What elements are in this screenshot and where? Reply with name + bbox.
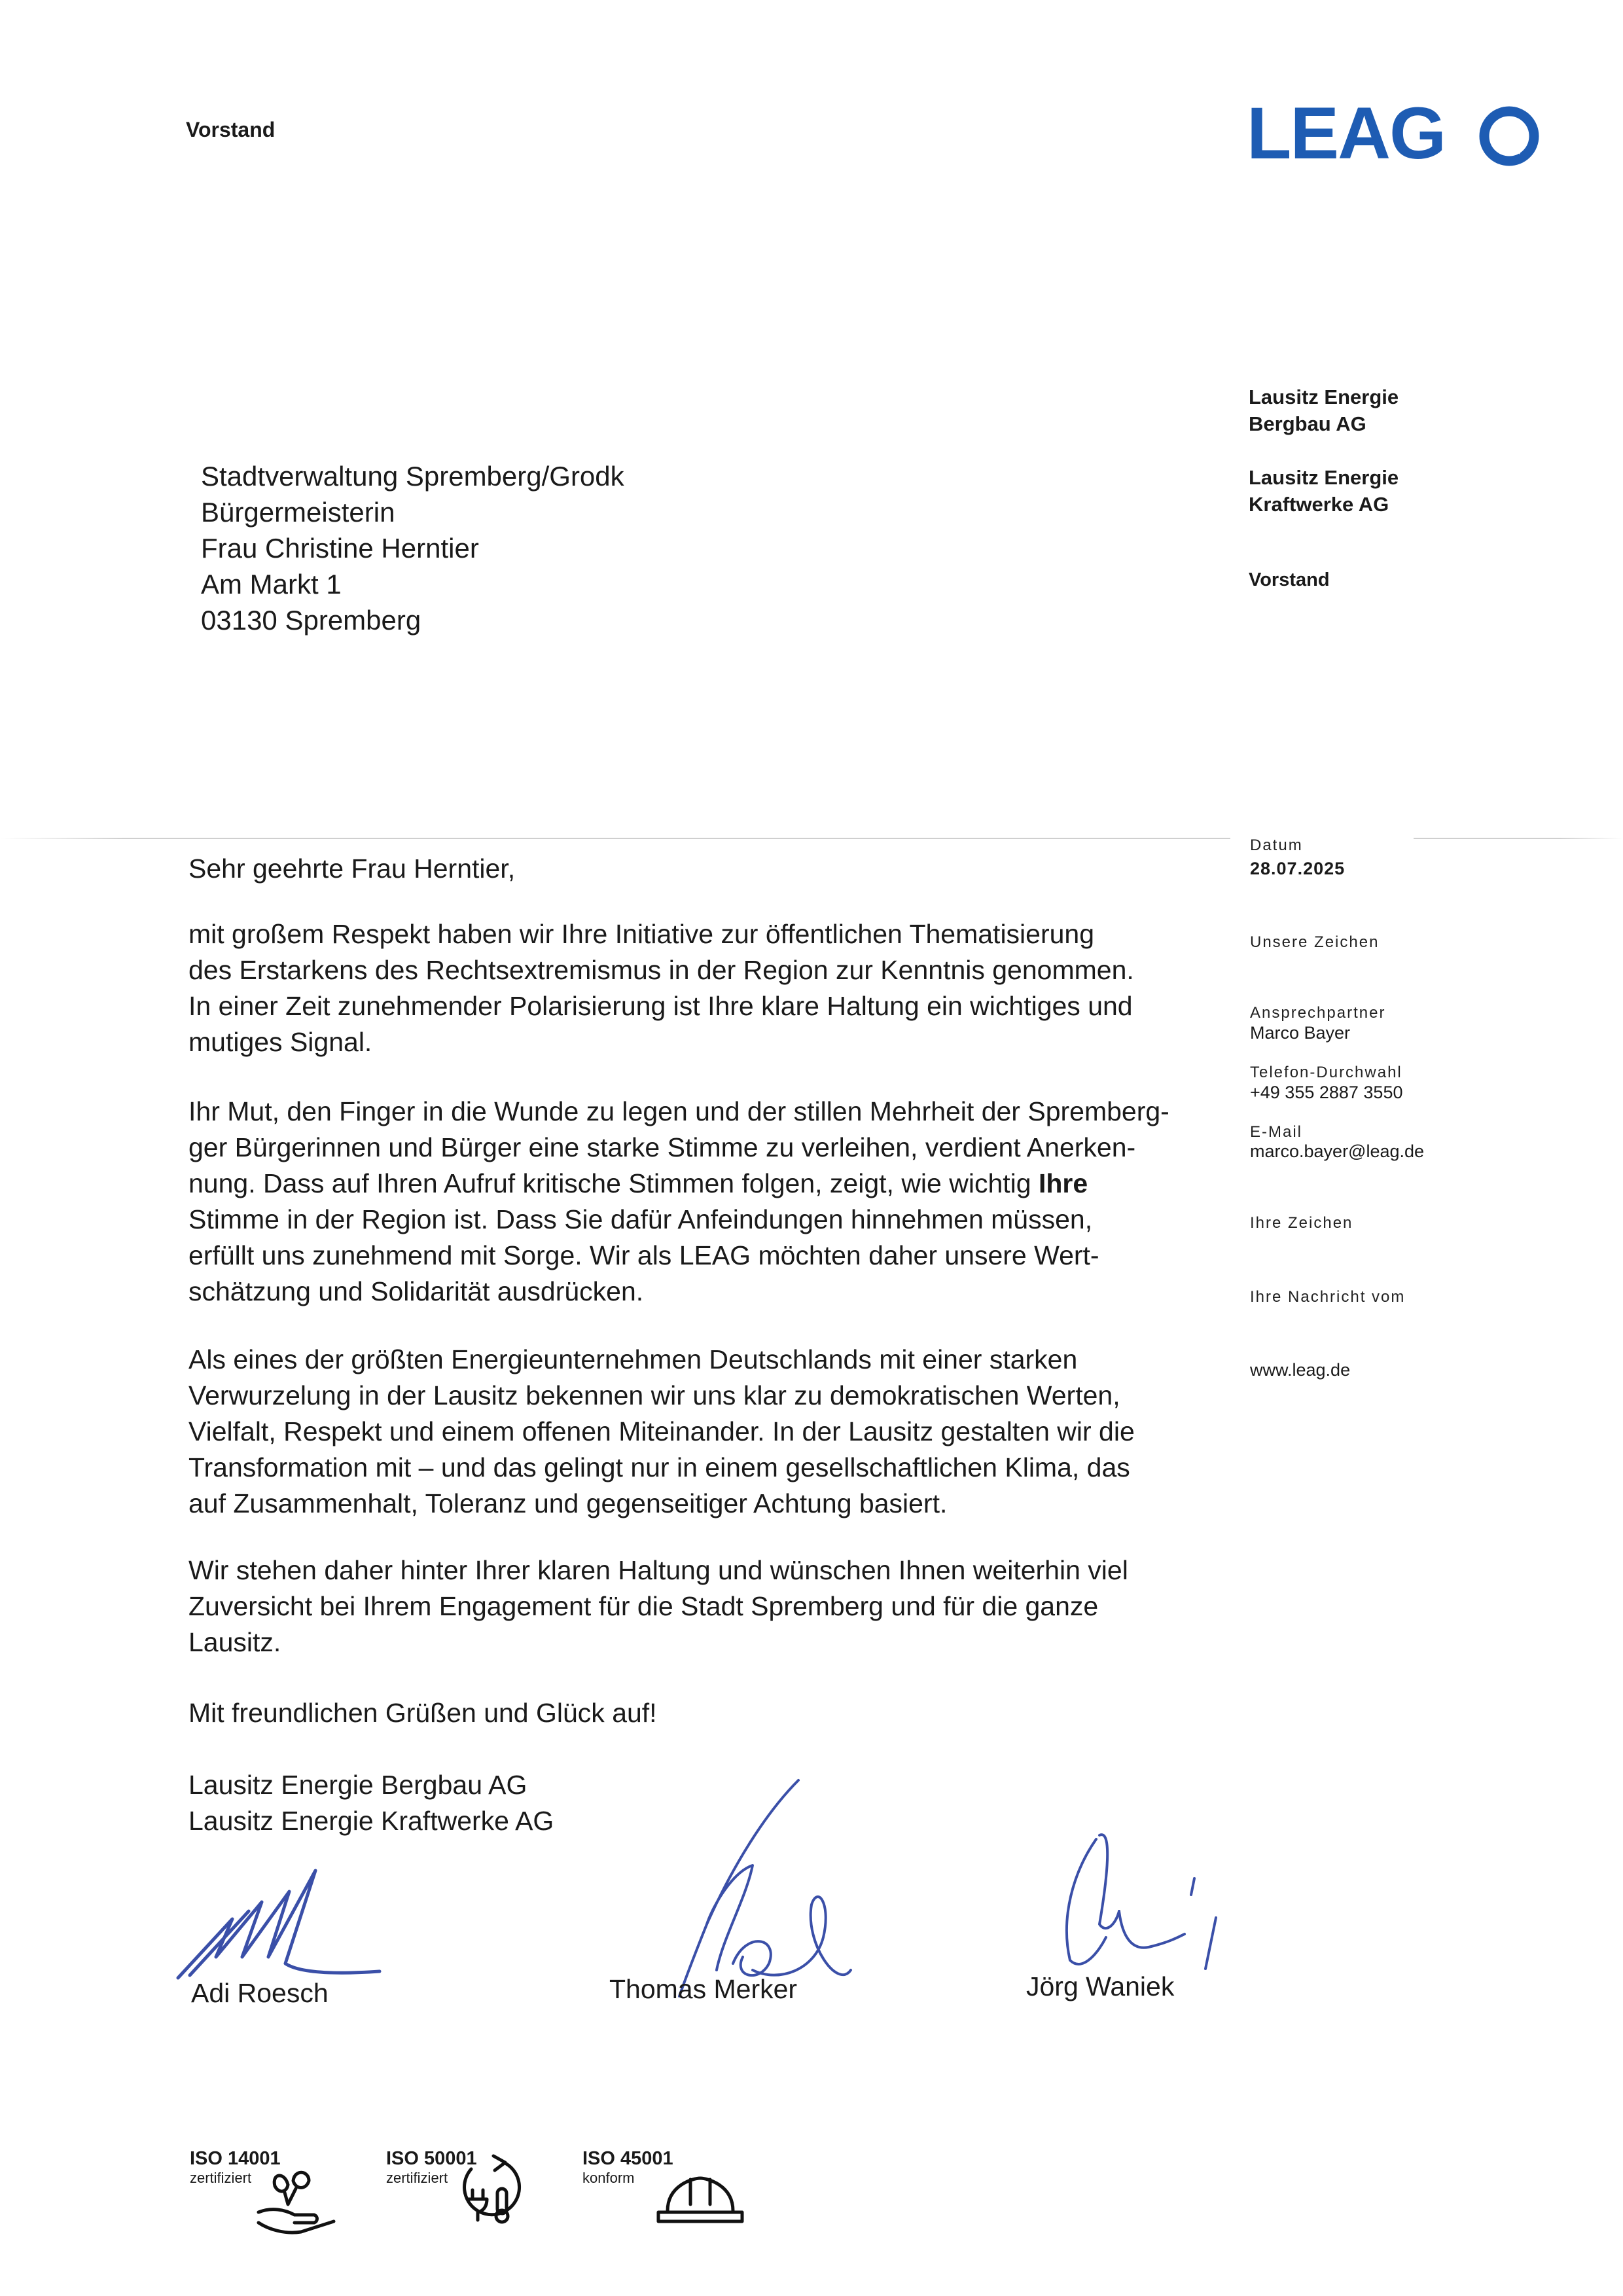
text-line: mutiges Signal.: [188, 1027, 372, 1057]
salutation: Sehr geehrte Frau Herntier,: [188, 853, 516, 884]
website-link[interactable]: www.leag.de: [1250, 1360, 1351, 1380]
email-value[interactable]: marco.bayer@leag.de: [1250, 1141, 1425, 1161]
badge-subtitle: zertifiziert: [386, 2170, 448, 2186]
text-line: mit großem Respekt haben wir Ihre Initiative zur öffentlichen Thematisierung: [188, 919, 1095, 949]
text-line: erfüllt uns zunehmend mit Sorge. Wir als LEAG möchten daher unsere Wert-: [188, 1240, 1099, 1270]
sender-company-kraftwerke: [1249, 464, 1399, 518]
text-span: nung. Dass auf Ihren Aufruf kritische Stimmen folgen, zeigt, wie wichtig: [188, 1168, 1039, 1198]
signature-joerg-waniek: [1034, 1820, 1230, 1990]
company-line: Bergbau AG: [1249, 412, 1366, 435]
signatory-name: Thomas Merker: [609, 1974, 798, 2004]
recipient-line: 03130 Spremberg: [201, 605, 421, 636]
sender-company-bergbau: [1249, 384, 1399, 437]
badge-title: ISO 45001: [582, 2148, 673, 2169]
text-line: Stimme in der Region ist. Dass Sie dafür Anfeindungen hinnehmen müssen,: [188, 1204, 1093, 1234]
iso-badge-45001: [582, 2148, 673, 2187]
hand-leaf-icon: [255, 2166, 340, 2238]
text-line: ger Bürgerinnen und Bürger eine starke Stimme zu verleihen, verdient Anerken-: [188, 1132, 1136, 1162]
iso-badge-14001: [190, 2148, 281, 2187]
text-line: Lausitz Energie Bergbau AG: [188, 1770, 527, 1800]
signatory-name: Jörg Waniek: [1026, 1971, 1175, 2001]
phone-label: Telefon-Durchwahl: [1250, 1064, 1402, 1081]
badge-title: ISO 50001: [386, 2148, 477, 2169]
text-line: Lausitz Energie Kraftwerke AG: [188, 1806, 554, 1836]
sidebar-department: Vorstand: [1249, 569, 1330, 590]
contact-label: Ansprechpartner: [1250, 1004, 1386, 1022]
our-ref-label: Unsere Zeichen: [1250, 933, 1380, 951]
fold-rule: [0, 838, 1230, 839]
recipient-line: Stadtverwaltung Spremberg/Grodk: [201, 461, 624, 492]
text-line: Wir stehen daher hinter Ihrer klaren Haltung und wünschen Ihnen weiterhin viel: [188, 1555, 1128, 1585]
header-department: Vorstand: [186, 118, 276, 141]
paragraph-1: [188, 916, 1229, 1060]
email-label: E-Mail: [1250, 1123, 1303, 1141]
contact-value: Marco Bayer: [1250, 1023, 1351, 1043]
phone-value: +49 355 2887 3550: [1250, 1083, 1403, 1102]
company-line: Lausitz Energie: [1249, 386, 1399, 408]
company-line: Lausitz Energie: [1249, 466, 1399, 489]
your-message-label: Ihre Nachricht vom: [1250, 1288, 1406, 1306]
paragraph-4: [188, 1552, 1229, 1660]
paragraph-3: [188, 1342, 1229, 1522]
text-line: des Erstarkens des Rechtsextremismus in der Region zur Kenntnis genommen.: [188, 955, 1134, 985]
date-value: 28.07.2025: [1250, 859, 1346, 878]
text-line: schätzung und Solidarität ausdrücken.: [188, 1276, 644, 1306]
signature-thomas-merker: [654, 1774, 877, 2003]
paragraph-2: [188, 1094, 1229, 1310]
badge-subtitle: zertifiziert: [190, 2170, 252, 2186]
your-ref-label: Ihre Zeichen: [1250, 1214, 1353, 1232]
company-line: Kraftwerke AG: [1249, 493, 1389, 516]
leag-logo: [1247, 92, 1544, 174]
signatory-name: Adi Roesch: [191, 1978, 329, 2008]
logo-swirl-icon: [1479, 106, 1539, 166]
text-line: auf Zusammenhalt, Toleranz und gegenseitiger Achtung basiert.: [188, 1488, 948, 1518]
closing-line: Mit freundlichen Grüßen und Glück auf!: [188, 1698, 657, 1728]
badge-title: ISO 14001: [190, 2148, 281, 2169]
recipient-line: Frau Christine Herntier: [201, 533, 479, 564]
text-line: Verwurzelung in der Lausitz bekennen wir uns klar zu demokratischen Werten,: [188, 1380, 1120, 1410]
emphasis-text: Ihre: [1038, 1168, 1088, 1198]
recipient-line: Am Markt 1: [201, 569, 342, 600]
text-line: Als eines der größten Energieunternehmen Deutschlands mit einer starken: [188, 1344, 1078, 1374]
hard-hat-icon: [654, 2172, 746, 2231]
text-line: In einer Zeit zunehmender Polarisierung ist Ihre klare Haltung ein wichtiges und: [188, 991, 1133, 1021]
text-line: Transformation mit – und das gelingt nur in einem gesellschaftlichen Klima, das: [188, 1452, 1130, 1482]
recipient-line: Bürgermeisterin: [201, 497, 395, 528]
text-line: Zuversicht bei Ihrem Engagement für die Stadt Spremberg und für die ganze: [188, 1591, 1099, 1621]
recipient-address: [201, 458, 624, 638]
text-line: [188, 1166, 1229, 1202]
iso-badge-50001: [386, 2148, 477, 2187]
date-label: Datum: [1250, 836, 1303, 854]
signature-adi-roesch: [170, 1859, 393, 1996]
logo-wordmark: LEAG: [1247, 92, 1446, 174]
text-line: Ihr Mut, den Finger in die Wunde zu legen und der stillen Mehrheit der Spremberg-: [188, 1096, 1169, 1126]
text-line: Lausitz.: [188, 1627, 281, 1657]
fold-rule: [1414, 838, 1623, 839]
text-line: Vielfalt, Respekt und einem offenen Miteinander. In der Lausitz gestalten wir die: [188, 1416, 1135, 1446]
badge-subtitle: konform: [582, 2170, 635, 2186]
energy-plug-icon: [452, 2143, 530, 2234]
